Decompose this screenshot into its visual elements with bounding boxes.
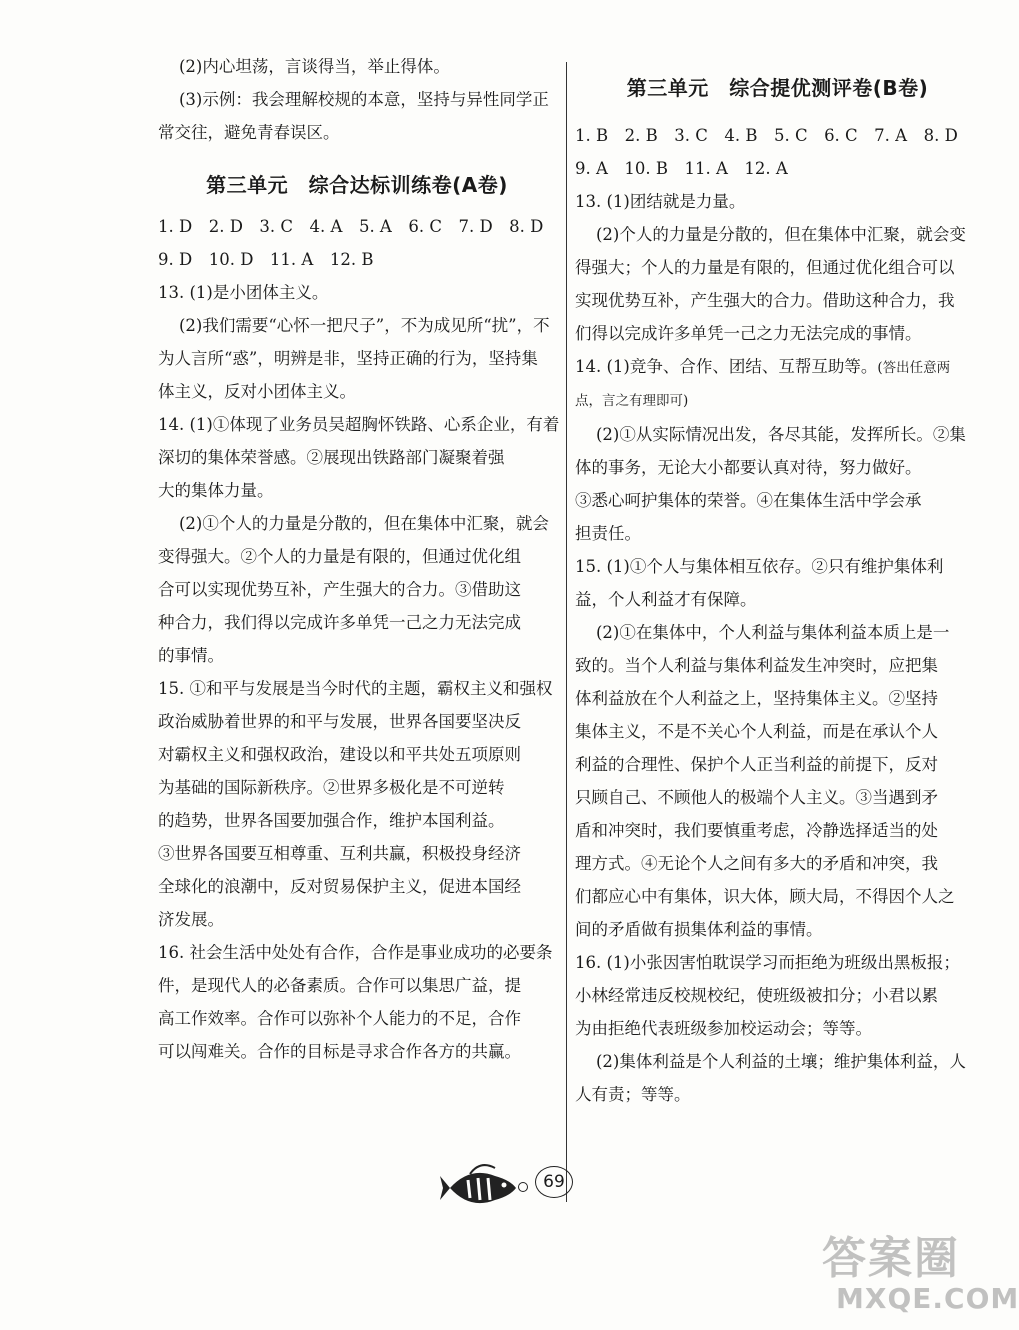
text-line: 人有责；等等。 [575,1085,691,1104]
text-line: (2)①个人的力量是分散的，但在集体中汇聚，就会 [179,514,549,533]
text-line: 的事情。 [158,646,224,665]
text-line: 得强大；个人的力量是有限的，但通过优化组合可以 [575,258,955,277]
text-line: 集体主义，不是不关心个人利益，而是在承认个人 [575,722,938,741]
text-line: 理方式。④无论个人之间有多大的矛盾和冲突，我 [575,854,938,873]
text-line: 政治威胁着世界的和平与发展，世界各国要坚决反 [158,712,521,731]
text-line: ③世界各国要互相尊重、互利共赢，积极投身经济 [158,844,521,863]
text-line: 只顾自己、不顾他人的极端个人主义。③当遇到矛 [575,788,938,807]
text-line: 对霸权主义和强权政治，建设以和平共处五项原则 [158,745,521,764]
answer-line: 1. B 2. B 3. C 4. B 5. C 6. C 7. A 8. D [575,126,958,145]
text-line: 盾和冲突时，我们要慎重考虑，冷静选择适当的处 [575,821,938,840]
fish-icon [440,1158,520,1218]
text-line: 间的矛盾做有损集体利益的事情。 [575,920,823,939]
text-line: 为人言所“惑”，明辨是非，坚持正确的行为，坚持集 [158,349,538,368]
section-heading-b: 第三单元 综合提优测评卷(B卷) [626,76,929,100]
text-line: 为由拒绝代表班级参加校运动会；等等。 [575,1019,872,1038]
question-13: 13. (1)团结就是力量。 [575,192,746,211]
text-line: (2)个人的力量是分散的，但在集体中汇聚，就会变 [596,225,966,244]
watermark-logo: 答案圈 [822,1233,960,1284]
page-number: 69 [535,1166,573,1198]
watermark-url: MXQE.COM [836,1282,1019,1315]
column-divider [566,62,567,1202]
text-line: 们得以完成许多单凭一己之力无法完成的事情。 [575,324,922,343]
question-16: 16. (1)小张因害怕耽误学习而拒绝为班级出黑板报； [575,953,960,972]
text-line: (2)①在集体中，个人利益与集体利益本质上是一 [596,623,950,642]
text-line: 合可以实现优势互补，产生强大的合力。③借助这 [158,580,521,599]
text-line: 变得强大。②个人的力量是有限的，但通过优化组 [158,547,521,566]
text-line: (2)内心坦荡，言谈得当，举止得体。 [179,57,450,76]
answer-line: 1. D 2. D 3. C 4. A 5. A 6. C 7. D 8. D [158,217,544,236]
text-line: (2)我们需要“心怀一把尺子”，不为成见所“扰”，不 [179,316,550,335]
text-line: 常交往，避免青春误区。 [158,123,340,142]
text-line: 小林经常违反校规校纪，使班级被扣分；小君以累 [575,986,938,1005]
text-line: 可以闯难关。合作的目标是寻求合作各方的共赢。 [158,1042,521,1061]
text-line: 为基础的国际新秩序。②世界多极化是不可逆转 [158,778,505,797]
text-line: (2)集体利益是个人利益的土壤；维护集体利益，人 [596,1052,966,1071]
text-line: ③悉心呵护集体的荣誉。④在集体生活中学会承 [575,491,922,510]
text-line: (2)①从实际情况出发，各尽其能，发挥所长。②集 [596,425,966,444]
note-line: 点，言之有理即可) [575,393,689,409]
text-line: 担责任。 [575,524,641,543]
text-line: 种合力，我们得以完成许多单凭一己之力无法完成 [158,613,521,632]
text-line: 大的集体力量。 [158,481,274,500]
answer-line: 9. A 10. B 11. A 12. A [575,159,788,178]
text-line: 的趋势，世界各国要加强合作，维护本国利益。 [158,811,505,830]
question-16: 16. 社会生活中处处有合作，合作是事业成功的必要条 [158,943,553,962]
watermark [822,1222,1019,1327]
question-13: 13. (1)是小团体主义。 [158,283,329,302]
question-14: 14. (1)①体现了业务员吴超胸怀铁路、心系企业，有着 [158,415,560,434]
text-line: 益，个人利益才有保障。 [575,590,757,609]
text-line: (3)示例：我会理解校规的本意，坚持与异性同学正 [179,90,549,109]
question-15: 15. (1)①个人与集体相互依存。②只有维护集体利 [575,557,944,576]
left-column [158,50,560,1068]
bubble-icon [518,1182,528,1192]
text-line: 体的事务，无论大小都要认真对待，努力做好。 [575,458,922,477]
text-line: 件，是现代人的必备素质。合作可以集思广益，提 [158,976,521,995]
answer-line: 9. D 10. D 11. A 12. B [158,250,374,269]
section-heading-a: 第三单元 综合达标训练卷(A卷) [206,173,508,197]
text-line: 体利益放在个人利益之上，坚持集体主义。②坚持 [575,689,938,708]
text-line: 体主义，反对小团体主义。 [158,382,356,401]
question-14 [575,350,980,385]
text-span: 14. (1)竞争、合作、团结、互帮互助等。 [575,357,878,376]
text-line: 利益的合理性、保护个人正当利益的前提下，反对 [575,755,938,774]
text-line: 深切的集体荣誉感。②展现出铁路部门凝聚着强 [158,448,505,467]
text-line: 高工作效率。合作可以弥补个人能力的不足，合作 [158,1009,521,1028]
question-15: 15. ①和平与发展是当今时代的主题，霸权主义和强权 [158,679,553,698]
text-line: 济发展。 [158,910,224,929]
text-line: 实现优势互补，产生强大的合力。借助这种合力，我 [575,291,955,310]
note-span: (答出任意两 [877,360,951,376]
text-line: 致的。当个人利益与集体利益发生冲突时，应把集 [575,656,938,675]
text-line: 全球化的浪潮中，反对贸易保护主义，促进本国经 [158,877,521,896]
text-line: 们都应心中有集体，识大体，顾大局，不得因个人之 [575,887,955,906]
right-column [575,72,980,1111]
